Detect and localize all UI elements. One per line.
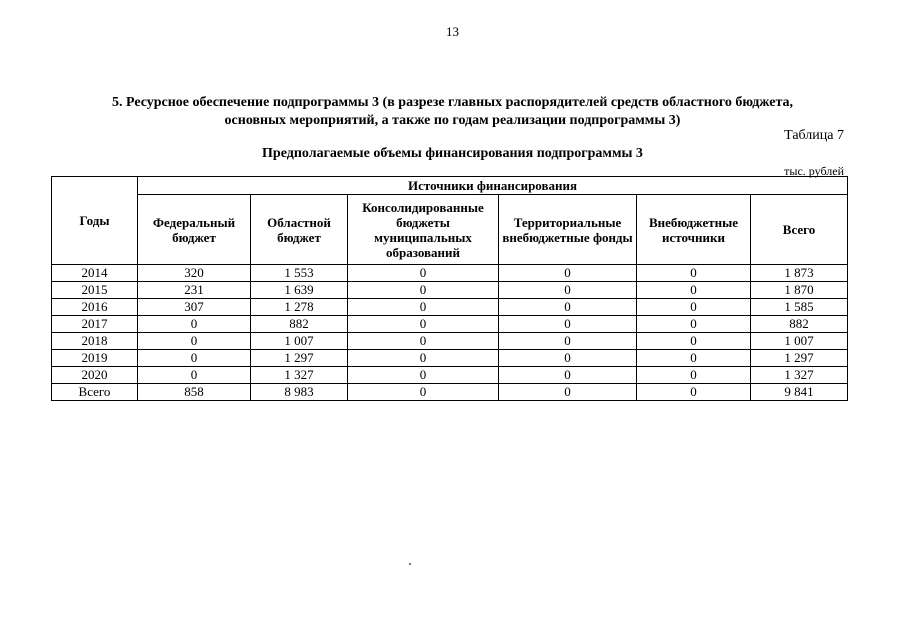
cell-municipal: 0	[348, 282, 499, 299]
table-subheader-row	[52, 195, 848, 265]
cell-federal: 307	[138, 299, 251, 316]
header-regional: Областной бюджет	[251, 195, 348, 265]
cell-federal: 0	[138, 350, 251, 367]
cell-regional: 1 639	[251, 282, 348, 299]
cell-year: 2014	[52, 265, 138, 282]
cell-regional: 1 278	[251, 299, 348, 316]
cell-municipal: 0	[348, 350, 499, 367]
cell-extrabudgetary: 0	[637, 265, 751, 282]
cell-municipal: 0	[348, 299, 499, 316]
units-label: тыс. рублей	[784, 164, 844, 178]
cell-territorial: 0	[499, 299, 637, 316]
header-territorial-funds: Территориальные внебюджетные фонды	[499, 195, 637, 265]
cell-extrabudgetary: 0	[637, 333, 751, 350]
header-total: Всего	[751, 195, 848, 265]
page-number: 13	[446, 24, 459, 39]
cell-municipal: 0	[348, 316, 499, 333]
cell-regional: 1 553	[251, 265, 348, 282]
table-row	[52, 333, 848, 350]
cell-territorial: 0	[499, 316, 637, 333]
table-header-row	[52, 177, 848, 195]
cell-regional: 1 327	[251, 367, 348, 384]
cell-total: 9 841	[751, 384, 848, 401]
cell-territorial: 0	[499, 265, 637, 282]
cell-territorial: 0	[499, 333, 637, 350]
header-sources-group: Источники финансирования	[138, 177, 848, 195]
cell-extrabudgetary: 0	[637, 367, 751, 384]
cell-extrabudgetary: 0	[637, 316, 751, 333]
cell-year: 2020	[52, 367, 138, 384]
cell-total: 1 327	[751, 367, 848, 384]
header-year: Годы	[52, 177, 138, 265]
heading-line-1: 5. Ресурсное обеспечение подпрограммы 3 (в разрезе главных распорядителей средств областного бюджета,	[111, 95, 794, 110]
cell-federal: 0	[138, 367, 251, 384]
table-row	[52, 265, 848, 282]
cell-federal: 858	[138, 384, 251, 401]
cell-year: 2017	[52, 316, 138, 333]
cell-regional: 1 297	[251, 350, 348, 367]
cell-extrabudgetary: 0	[637, 384, 751, 401]
table-total-row	[52, 384, 848, 401]
financing-table	[51, 176, 848, 401]
table-row	[52, 282, 848, 299]
cell-territorial: 0	[499, 384, 637, 401]
table-row	[52, 299, 848, 316]
heading-line-2: основных мероприятий, а также по годам реализации подпрограммы 3)	[224, 113, 681, 128]
cell-extrabudgetary: 0	[637, 299, 751, 316]
section-heading	[60, 94, 845, 130]
cell-regional: 882	[251, 316, 348, 333]
header-federal: Федеральный бюджет	[138, 195, 251, 265]
cell-total: 1 873	[751, 265, 848, 282]
table-title: Предполагаемые объемы финансирования подпрограммы 3	[262, 146, 643, 161]
cell-territorial: 0	[499, 282, 637, 299]
cell-year: 2016	[52, 299, 138, 316]
cell-total: 1 007	[751, 333, 848, 350]
cell-total: 1 585	[751, 299, 848, 316]
cell-extrabudgetary: 0	[637, 350, 751, 367]
header-municipal: Консолидированные бюджеты муниципальных образований	[348, 195, 499, 265]
cell-federal: 0	[138, 316, 251, 333]
cell-total: 882	[751, 316, 848, 333]
table-row	[52, 367, 848, 384]
cell-regional: 8 983	[251, 384, 348, 401]
cell-total: 1 870	[751, 282, 848, 299]
scan-speck	[409, 563, 411, 565]
table-row	[52, 350, 848, 367]
cell-territorial: 0	[499, 350, 637, 367]
cell-municipal: 0	[348, 384, 499, 401]
cell-federal: 231	[138, 282, 251, 299]
cell-year: 2018	[52, 333, 138, 350]
cell-territorial: 0	[499, 367, 637, 384]
table-row	[52, 316, 848, 333]
cell-federal: 0	[138, 333, 251, 350]
cell-federal: 320	[138, 265, 251, 282]
header-extrabudgetary: Внебюджетные источники	[637, 195, 751, 265]
cell-extrabudgetary: 0	[637, 282, 751, 299]
cell-municipal: 0	[348, 265, 499, 282]
table-label: Таблица 7	[784, 128, 844, 143]
cell-regional: 1 007	[251, 333, 348, 350]
cell-municipal: 0	[348, 333, 499, 350]
cell-year: 2019	[52, 350, 138, 367]
cell-year: Всего	[52, 384, 138, 401]
cell-municipal: 0	[348, 367, 499, 384]
cell-total: 1 297	[751, 350, 848, 367]
cell-year: 2015	[52, 282, 138, 299]
